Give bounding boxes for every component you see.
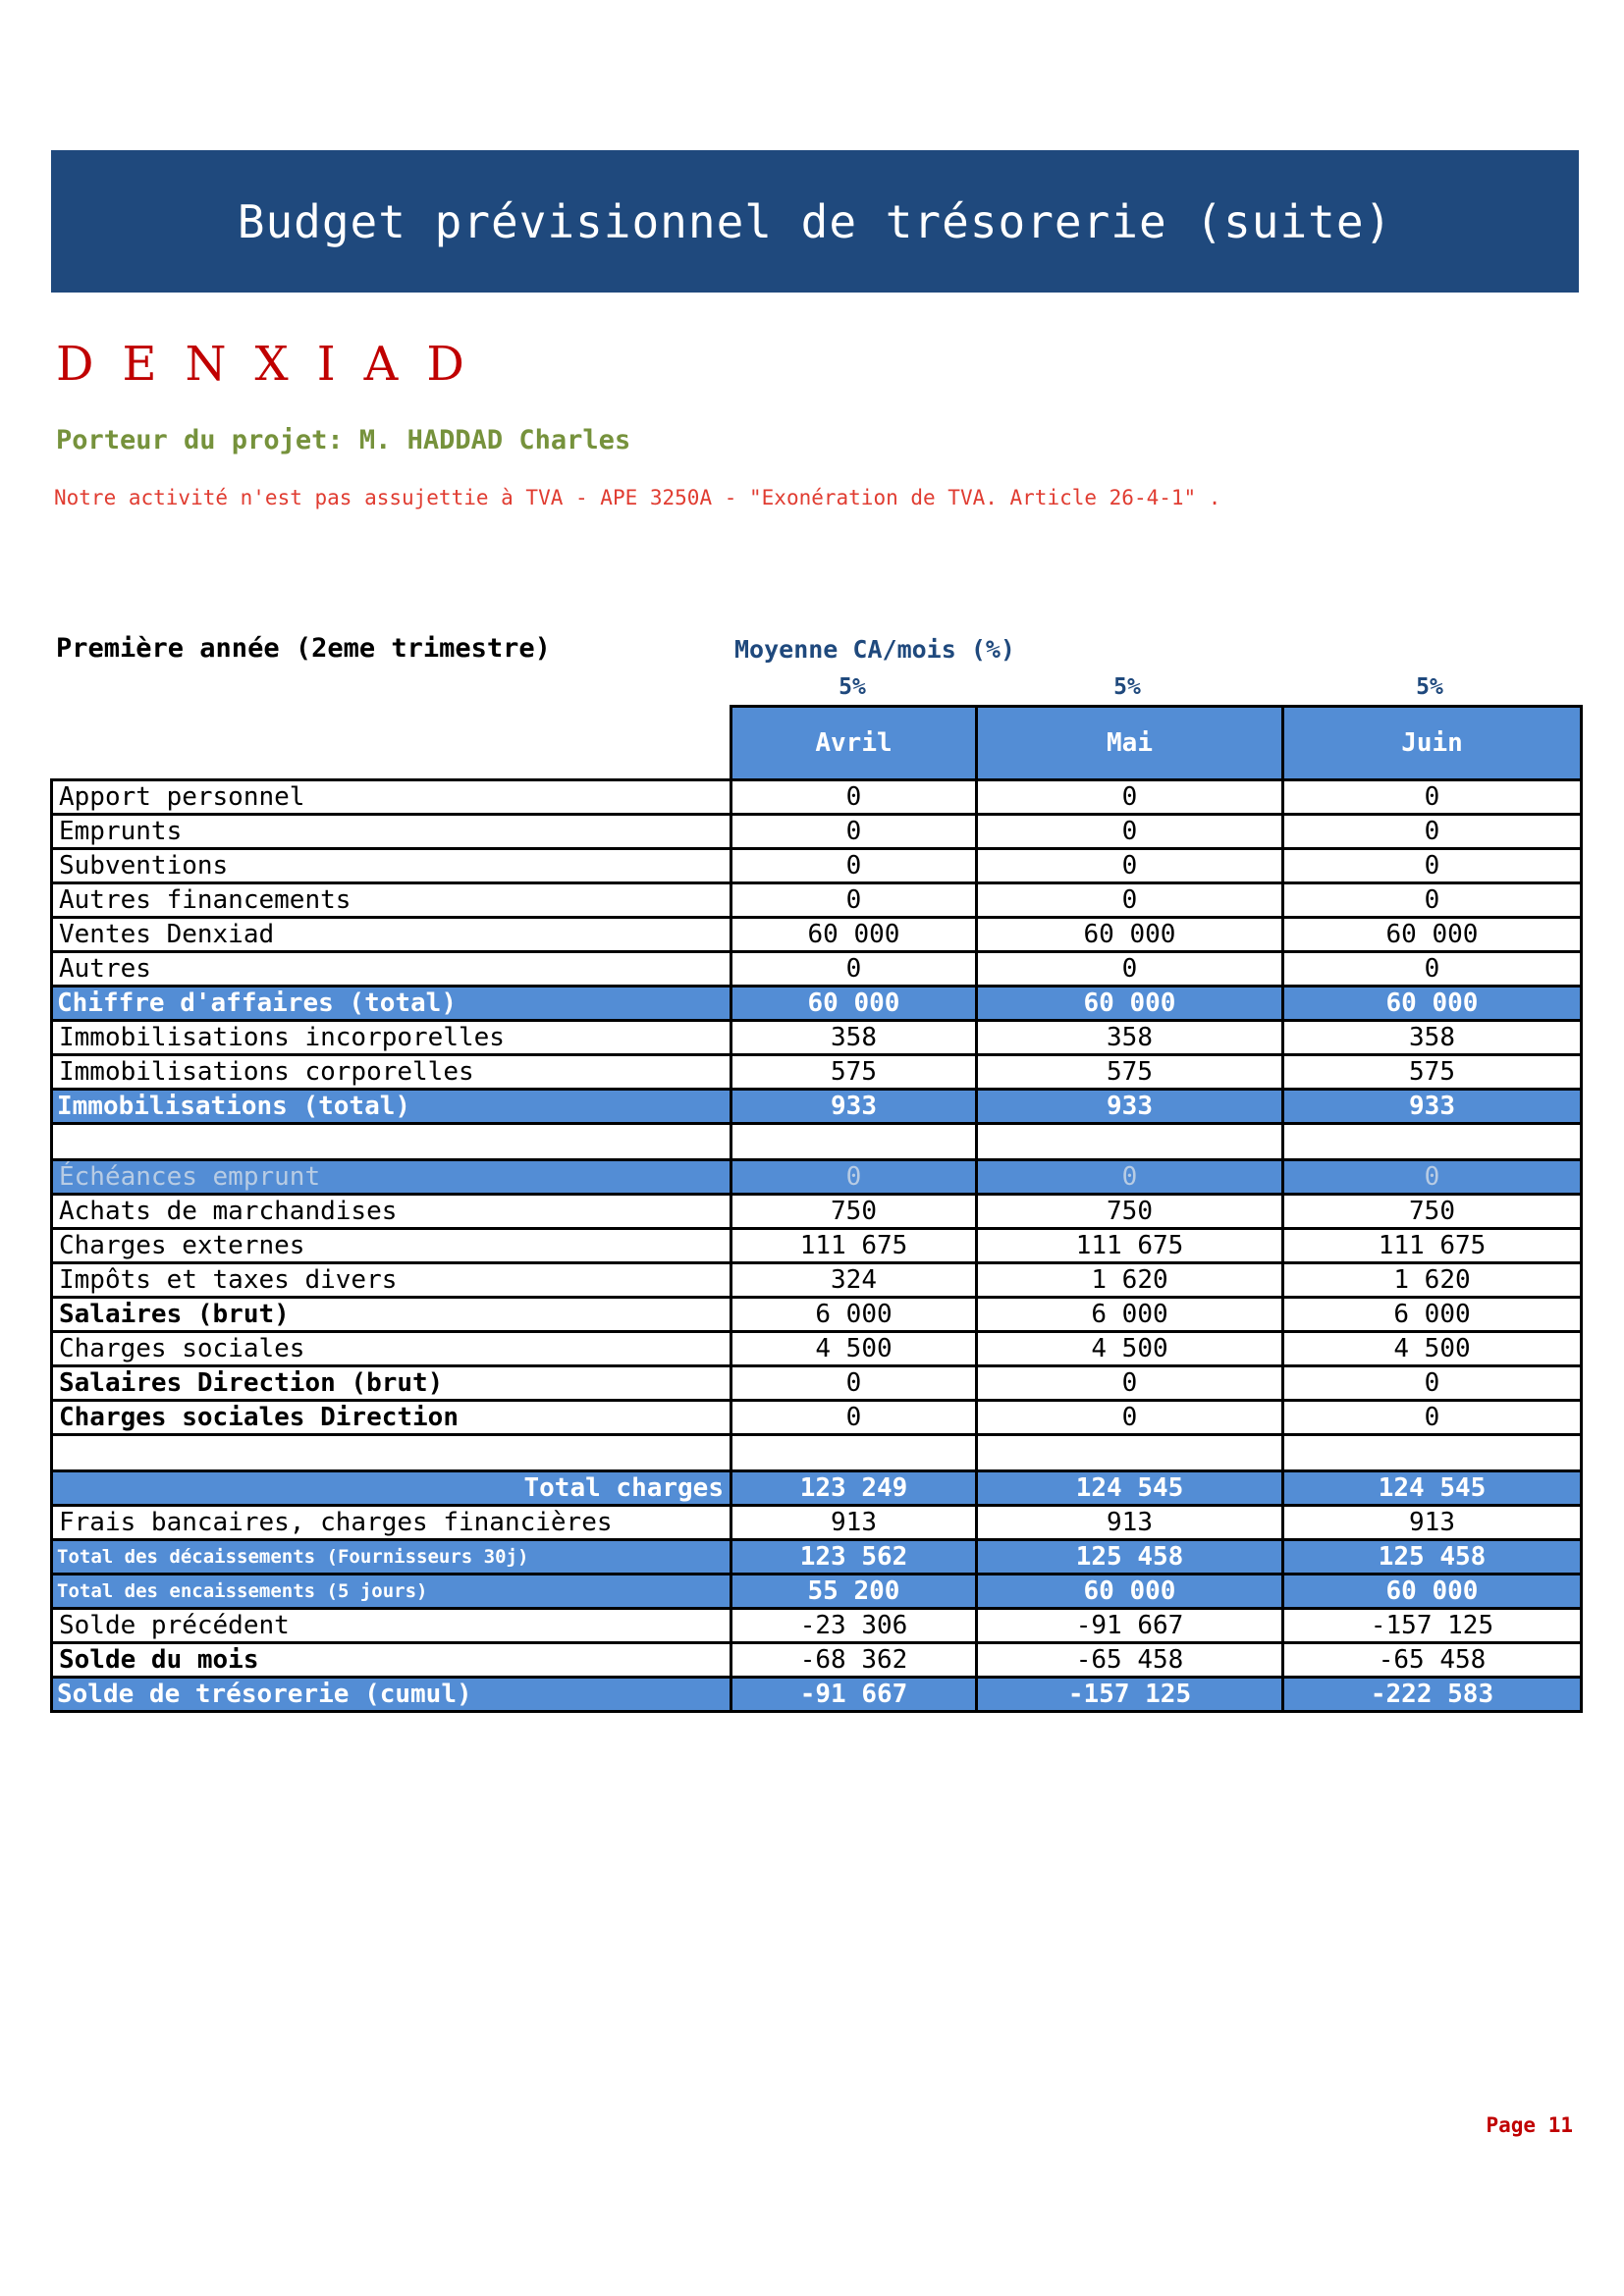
row-label-emprunts: Emprunts [52,815,731,849]
value-autres-fin-mai: 0 [977,883,1283,918]
row-autres [52,952,1582,987]
value-ventes-mai: 60 000 [977,918,1283,952]
value-immo-total-juin: 933 [1283,1090,1582,1124]
row-ventes [52,918,1582,952]
row-emprunts [52,815,1582,849]
row-label-frais-banc: Frais bancaires, charges financières [52,1506,731,1540]
value-apport-avril: 0 [731,780,977,815]
row-apport [52,780,1582,815]
row-impots [52,1263,1582,1298]
value-achats-mai: 750 [977,1195,1283,1229]
row-label-sal-dir: Salaires Direction (brut) [52,1366,731,1401]
value-solde-prec-avril: -23 306 [731,1609,977,1643]
row-label-autres-fin: Autres financements [52,883,731,918]
value-ventes-juin: 60 000 [1283,918,1582,952]
row-label-impots: Impôts et taxes divers [52,1263,731,1298]
value-solde-mois-mai: -65 458 [977,1643,1283,1678]
empty-cell [731,1435,977,1471]
value-immo-corp-avril: 575 [731,1055,977,1090]
value-echeances-avril: 0 [731,1160,977,1195]
row-solde-mois [52,1643,1582,1678]
row-label-immo-incorp: Immobilisations incorporelles [52,1021,731,1055]
row-autres-fin [52,883,1582,918]
value-ca-total-juin: 60 000 [1283,987,1582,1021]
value-achats-avril: 750 [731,1195,977,1229]
value-frais-banc-avril: 913 [731,1506,977,1540]
row-label-salaires: Salaires (brut) [52,1298,731,1332]
row-charges-ext [52,1229,1582,1263]
value-charges-dir-mai: 0 [977,1401,1283,1435]
value-total-charges-avril: 123 249 [731,1471,977,1506]
row-subventions [52,849,1582,883]
row-label-charges-soc: Charges sociales [52,1332,731,1366]
value-total-decaiss-mai: 125 458 [977,1540,1283,1575]
budget-table [50,705,1583,1713]
row-charges-soc [52,1332,1582,1366]
value-frais-banc-mai: 913 [977,1506,1283,1540]
value-immo-corp-mai: 575 [977,1055,1283,1090]
row-label-charges-dir: Charges sociales Direction [52,1401,731,1435]
value-echeances-juin: 0 [1283,1160,1582,1195]
value-immo-total-mai: 933 [977,1090,1283,1124]
value-total-charges-mai: 124 545 [977,1471,1283,1506]
company-name: DENXIAD [56,337,493,392]
value-immo-corp-juin: 575 [1283,1055,1582,1090]
row-solde-prec [52,1609,1582,1643]
value-charges-soc-juin: 4 500 [1283,1332,1582,1366]
page-title: Budget prévisionnel de trésorerie (suite) [237,194,1393,248]
value-solde-prec-mai: -91 667 [977,1609,1283,1643]
pct-juin: 5% [1416,674,1443,700]
value-solde-cumul-mai: -157 125 [977,1678,1283,1712]
value-sal-dir-juin: 0 [1283,1366,1582,1401]
value-immo-total-avril: 933 [731,1090,977,1124]
row-total-decaiss [52,1540,1582,1575]
page-number: Page 11 [1486,2113,1573,2137]
value-subventions-mai: 0 [977,849,1283,883]
value-impots-juin: 1 620 [1283,1263,1582,1298]
column-header-juin: Juin [1283,707,1582,780]
value-solde-mois-juin: -65 458 [1283,1643,1582,1678]
value-sal-dir-mai: 0 [977,1366,1283,1401]
row-label-achats: Achats de marchandises [52,1195,731,1229]
value-achats-juin: 750 [1283,1195,1582,1229]
value-ventes-avril: 60 000 [731,918,977,952]
value-solde-prec-juin: -157 125 [1283,1609,1582,1643]
value-charges-dir-avril: 0 [731,1401,977,1435]
row-label-total-encaiss: Total des encaissements (5 jours) [52,1575,731,1609]
row-label-apport: Apport personnel [52,780,731,815]
row-label-subventions: Subventions [52,849,731,883]
row-charges-dir [52,1401,1582,1435]
value-solde-mois-avril: -68 362 [731,1643,977,1678]
row-ca-total [52,987,1582,1021]
value-salaires-mai: 6 000 [977,1298,1283,1332]
value-charges-dir-juin: 0 [1283,1401,1582,1435]
value-charges-ext-avril: 111 675 [731,1229,977,1263]
value-total-encaiss-mai: 60 000 [977,1575,1283,1609]
value-emprunts-avril: 0 [731,815,977,849]
value-subventions-avril: 0 [731,849,977,883]
value-charges-ext-mai: 111 675 [977,1229,1283,1263]
value-autres-juin: 0 [1283,952,1582,987]
row-label-ca-total: Chiffre d'affaires (total) [52,987,731,1021]
row-sal-dir [52,1366,1582,1401]
empty-cell [731,1124,977,1160]
title-banner [51,150,1579,293]
row-label-solde-cumul: Solde de trésorerie (cumul) [52,1678,731,1712]
value-total-encaiss-avril: 55 200 [731,1575,977,1609]
value-frais-banc-juin: 913 [1283,1506,1582,1540]
value-charges-ext-juin: 111 675 [1283,1229,1582,1263]
value-charges-soc-mai: 4 500 [977,1332,1283,1366]
value-salaires-avril: 6 000 [731,1298,977,1332]
empty-cell [1283,1124,1582,1160]
value-salaires-juin: 6 000 [1283,1298,1582,1332]
empty-cell [977,1435,1283,1471]
row-label-ventes: Ventes Denxiad [52,918,731,952]
tva-note: Notre activité n'est pas assujettie à TVA - APE 3250A - "Exonération de TVA. Article 26-4-1" . [54,486,1221,509]
value-apport-juin: 0 [1283,780,1582,815]
row-achats [52,1195,1582,1229]
row-label-total-decaiss: Total des décaissements (Fournisseurs 30j) [52,1540,731,1575]
row-total-encaiss [52,1575,1582,1609]
value-autres-fin-juin: 0 [1283,883,1582,918]
row-label-echeances: Échéances emprunt [52,1160,731,1195]
value-sal-dir-avril: 0 [731,1366,977,1401]
value-ca-total-avril: 60 000 [731,987,977,1021]
value-emprunts-juin: 0 [1283,815,1582,849]
value-charges-soc-avril: 4 500 [731,1332,977,1366]
value-emprunts-mai: 0 [977,815,1283,849]
header-blank-cell [52,707,731,780]
pct-avril: 5% [839,674,866,700]
value-total-charges-juin: 124 545 [1283,1471,1582,1506]
row-echeances [52,1160,1582,1195]
spacer-row [52,1435,1582,1471]
row-label-total-charges: Total charges [52,1471,731,1506]
empty-cell [1283,1435,1582,1471]
row-total-charges [52,1471,1582,1506]
empty-cell [52,1124,731,1160]
value-apport-mai: 0 [977,780,1283,815]
value-impots-mai: 1 620 [977,1263,1283,1298]
column-header-avril: Avril [731,707,977,780]
row-immo-incorp [52,1021,1582,1055]
value-echeances-mai: 0 [977,1160,1283,1195]
empty-cell [977,1124,1283,1160]
value-subventions-juin: 0 [1283,849,1582,883]
row-label-immo-total: Immobilisations (total) [52,1090,731,1124]
value-solde-cumul-avril: -91 667 [731,1678,977,1712]
row-solde-cumul [52,1678,1582,1712]
row-label-solde-prec: Solde précédent [52,1609,731,1643]
value-immo-incorp-juin: 358 [1283,1021,1582,1055]
row-label-immo-corp: Immobilisations corporelles [52,1055,731,1090]
row-salaires [52,1298,1582,1332]
moyenne-label: Moyenne CA/mois (%) [734,635,1015,664]
value-total-decaiss-juin: 125 458 [1283,1540,1582,1575]
section-subtitle: Première année (2eme trimestre) [56,633,551,664]
row-frais-banc [52,1506,1582,1540]
row-label-solde-mois: Solde du mois [52,1643,731,1678]
column-header-mai: Mai [977,707,1283,780]
value-autres-avril: 0 [731,952,977,987]
value-immo-incorp-avril: 358 [731,1021,977,1055]
project-owner: Porteur du projet: M. HADDAD Charles [56,425,631,455]
table-header-row [52,707,1582,780]
value-solde-cumul-juin: -222 583 [1283,1678,1582,1712]
pct-mai: 5% [1113,674,1141,700]
value-autres-fin-avril: 0 [731,883,977,918]
row-immo-total [52,1090,1582,1124]
row-immo-corp [52,1055,1582,1090]
value-impots-avril: 324 [731,1263,977,1298]
spacer-row [52,1124,1582,1160]
value-ca-total-mai: 60 000 [977,987,1283,1021]
value-immo-incorp-mai: 358 [977,1021,1283,1055]
row-label-autres: Autres [52,952,731,987]
empty-cell [52,1435,731,1471]
value-total-encaiss-juin: 60 000 [1283,1575,1582,1609]
row-label-charges-ext: Charges externes [52,1229,731,1263]
value-autres-mai: 0 [977,952,1283,987]
value-total-decaiss-avril: 123 562 [731,1540,977,1575]
